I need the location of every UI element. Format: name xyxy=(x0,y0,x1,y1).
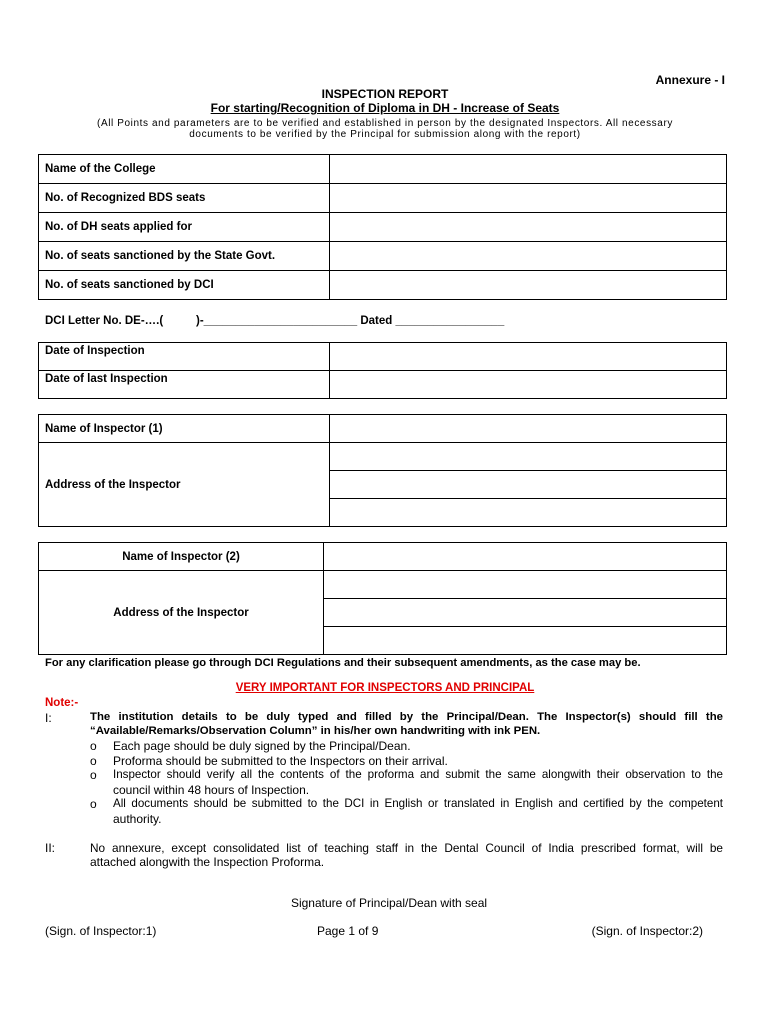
inspector-2-address-field-2[interactable] xyxy=(324,599,727,627)
date-of-inspection-label: Date of Inspection xyxy=(39,343,330,371)
dci-letter-fill-line[interactable]: )-________________________ Dated _________________ xyxy=(196,315,505,327)
point-1-line-2: “Available/Remarks/Observation Column” in his/her own handwriting with ink PEN. xyxy=(90,725,541,737)
point-2-line-2: attached alongwith the Inspection Proforma. xyxy=(90,855,325,869)
report-subtitle: For starting/Recognition of Diploma in DH - Increase of Seats xyxy=(210,101,560,115)
recognized-bds-seats-label: No. of Recognized BDS seats xyxy=(39,184,330,213)
inspector-2-table xyxy=(38,542,727,655)
important-heading: VERY IMPORTANT FOR INSPECTORS AND PRINCIPAL xyxy=(235,682,535,694)
table-row xyxy=(39,571,727,599)
inspector-2-address-field-3[interactable] xyxy=(324,627,727,655)
bullet-marker: o xyxy=(90,797,97,811)
inspector-1-address-label: Address of the Inspector xyxy=(39,443,330,527)
table-row xyxy=(39,184,727,213)
dci-sanctioned-seats-field[interactable] xyxy=(330,271,727,300)
note-label: Note:- xyxy=(45,697,79,709)
inspector-1-address-field-1[interactable] xyxy=(330,443,727,471)
college-name-label: Name of the College xyxy=(39,155,330,184)
college-name-field[interactable] xyxy=(330,155,727,184)
table-row xyxy=(39,343,727,371)
clarification-text: For any clarification please go through DCI Regulations and their subsequent amendments, as the case may be. xyxy=(45,657,641,669)
table-row xyxy=(39,155,727,184)
point-1-line-1: The institution details to be duly typed and filled by the Principal/Dean. The Inspector(s) should fill the xyxy=(90,711,723,723)
inspector-1-address-field-2[interactable] xyxy=(330,471,727,499)
table-row xyxy=(39,242,727,271)
inspector-2-address-field-1[interactable] xyxy=(324,571,727,599)
report-title: INSPECTION REPORT xyxy=(321,87,449,101)
dh-seats-applied-field[interactable] xyxy=(330,213,727,242)
recognized-bds-seats-field[interactable] xyxy=(330,184,727,213)
inspector-1-table xyxy=(38,414,727,527)
instructions-line-1: (All Points and parameters are to be verified and established in person by the designated Inspectors. All necessary xyxy=(97,118,673,129)
date-of-inspection-field[interactable] xyxy=(330,343,727,371)
point-2-number: II: xyxy=(45,841,56,855)
point-1-number: I: xyxy=(45,711,52,725)
point-2-line-1: No annexure, except consolidated list of teaching staff in the Dental Council of India prescribed format, will be xyxy=(90,841,723,855)
date-of-last-inspection-label: Date of last Inspection xyxy=(39,371,330,399)
inspector-2-name-field[interactable] xyxy=(324,543,727,571)
bullet-4-text-line-2: authority. xyxy=(113,812,162,826)
inspector-2-signature-label: (Sign. of Inspector:2) xyxy=(591,924,703,938)
inspector-1-address-field-3[interactable] xyxy=(330,499,727,527)
instructions-line-2: documents to be verified by the Principal for submission along with the report) xyxy=(189,129,581,140)
bullet-3-text-line-1: Inspector should verify all the contents of the proforma and submit the same alongwith their observation to the xyxy=(113,768,723,781)
table-row xyxy=(39,415,727,443)
inspection-dates-table xyxy=(38,342,727,399)
date-of-last-inspection-field[interactable] xyxy=(330,371,727,399)
college-details-table xyxy=(38,154,727,300)
state-sanctioned-seats-label: No. of seats sanctioned by the State Govt. xyxy=(39,242,330,271)
bullet-marker: o xyxy=(90,768,97,782)
table-row xyxy=(39,371,727,399)
table-row xyxy=(39,271,727,300)
dh-seats-applied-label: No. of DH seats applied for xyxy=(39,213,330,242)
dci-sanctioned-seats-label: No. of seats sanctioned by DCI xyxy=(39,271,330,300)
bullet-4-text-line-1: All documents should be submitted to the DCI in English or translated in English and certified by the competent xyxy=(113,797,723,810)
inspector-1-name-label: Name of Inspector (1) xyxy=(39,415,330,443)
table-row xyxy=(39,443,727,471)
principal-signature-label: Signature of Principal/Dean with seal xyxy=(290,896,488,910)
table-row xyxy=(39,213,727,242)
inspector-2-address-label: Address of the Inspector xyxy=(39,571,324,655)
inspector-1-signature-label: (Sign. of Inspector:1) xyxy=(45,924,157,938)
annexure-label: Annexure - I xyxy=(655,73,725,87)
inspector-1-name-field[interactable] xyxy=(330,415,727,443)
table-row xyxy=(39,543,727,571)
state-sanctioned-seats-field[interactable] xyxy=(330,242,727,271)
bullet-marker: o xyxy=(90,739,97,753)
inspector-2-name-label: Name of Inspector (2) xyxy=(39,543,324,571)
bullet-marker: o xyxy=(90,754,97,768)
bullet-2-text: Proforma should be submitted to the Inspectors on their arrival. xyxy=(113,754,448,768)
dci-letter-label: DCI Letter No. DE-….( xyxy=(45,315,164,327)
bullet-3-text-line-2: council within 48 hours of Inspection. xyxy=(113,783,310,797)
bullet-1-text: Each page should be duly signed by the Principal/Dean. xyxy=(113,739,411,753)
page-number: Page 1 of 9 xyxy=(317,924,379,938)
